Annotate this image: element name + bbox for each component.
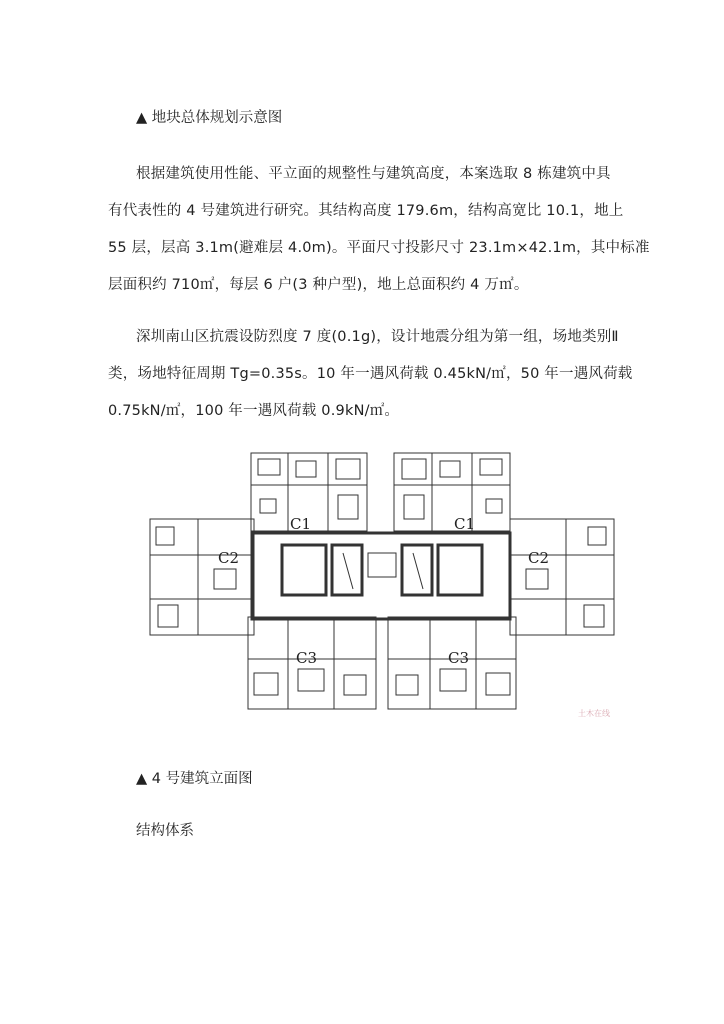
unit-c1-right	[394, 453, 510, 531]
unit-label: C3	[296, 649, 318, 667]
unit-c2-right	[510, 519, 614, 635]
watermark-logo: 土木在线	[578, 709, 610, 718]
unit-label: C1	[454, 515, 476, 533]
section-heading: 结构体系	[136, 823, 194, 839]
text-line: 有代表性的 4 号建筑进行研究。其结构高度 179.6m，结构高宽比 10.1，地上	[108, 203, 624, 219]
unit-c2-left	[150, 519, 254, 635]
text-line: 根据建筑使用性能、平立面的规整性与建筑高度，本案选取 8 栋建筑中具	[136, 166, 611, 182]
unit-label: C3	[448, 649, 470, 667]
text-line: 层面积约 710㎡，每层 6 户(3 种户型)，地上总面积约 4 万㎡。	[108, 277, 529, 293]
unit-label: C1	[290, 515, 312, 533]
floor-plan-drawing	[148, 449, 616, 719]
text-line: 55 层，层高 3.1m(避难层 4.0m)。平面尺寸投影尺寸 23.1m×42.1m，其中标准	[108, 240, 650, 256]
text-line: 0.75kN/㎡，100 年一遇风荷载 0.9kN/㎡。	[108, 403, 400, 419]
unit-label: C2	[218, 549, 240, 567]
unit-label: C2	[528, 549, 550, 567]
text-line: 类，场地特征周期 Tg=0.35s。10 年一遇风荷载 0.45kN/㎡，50 年一遇风荷载	[108, 366, 633, 382]
central-core	[252, 533, 510, 619]
caption-elevation: ▲ 4 号建筑立面图	[136, 771, 253, 787]
caption-site-plan: ▲ 地块总体规划示意图	[136, 110, 283, 126]
text-line: 深圳南山区抗震设防烈度 7 度(0.1g)，设计地震分组为第一组，场地类别Ⅱ	[136, 329, 619, 345]
